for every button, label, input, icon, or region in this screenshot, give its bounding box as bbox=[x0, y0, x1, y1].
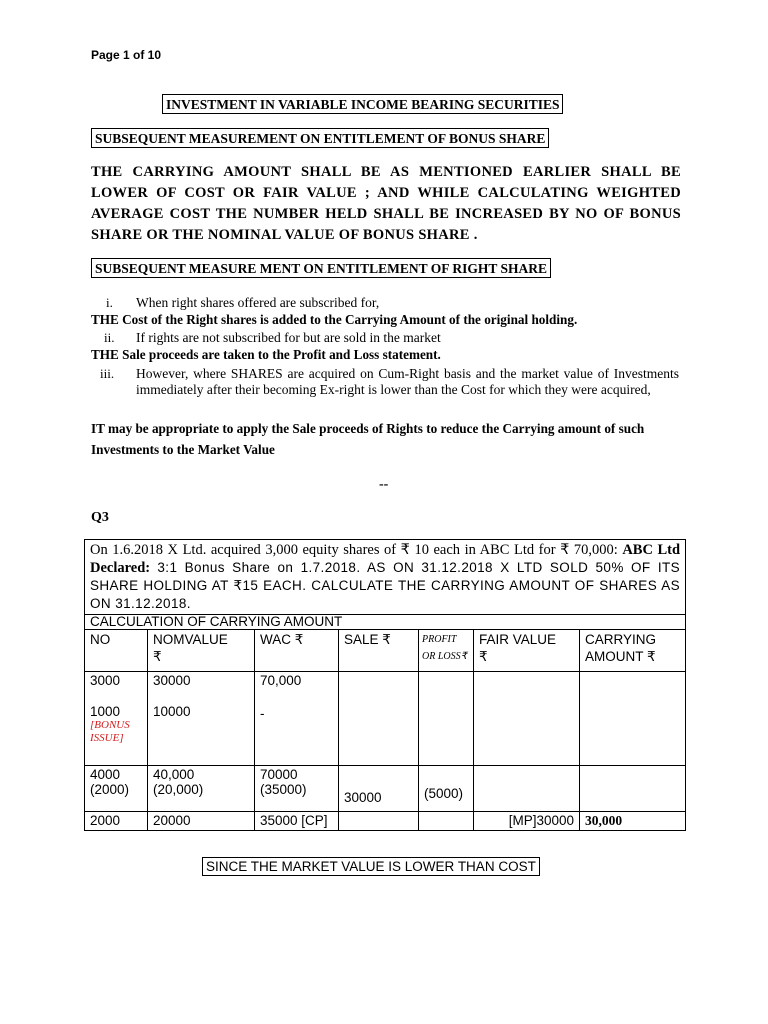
bonus-issue-note: [BONUS ISSUE] bbox=[90, 719, 130, 744]
table-cell bbox=[339, 812, 419, 831]
header-carrying: CARRYING AMOUNT ₹ bbox=[580, 630, 686, 672]
table-cell: 30000 10000 bbox=[148, 672, 255, 766]
table-cell bbox=[580, 766, 686, 812]
list-number: ii. bbox=[104, 330, 115, 345]
rupee-icon: ₹ bbox=[647, 649, 656, 664]
rupee-icon: ₹ bbox=[233, 578, 243, 593]
rupee-icon: ₹ bbox=[460, 651, 467, 662]
bonus-paragraph: THE CARRYING AMOUNT SHALL BE AS MENTIONED EARLIER SHALL BE LOWER OF COST OR FAIR VALUE ; AND WHILE CALCULATING WEIGHTED AVERAGE COST THE NUMBER HELD SHALL BE INCREASED BY NO OF BONUS SHARE OR THE NOMINAL VALUE OF BONUS SHARE . bbox=[91, 164, 681, 243]
header-wac: WAC ₹ bbox=[255, 630, 339, 672]
list-item: If rights are not subscribed for but are sold in the market bbox=[136, 330, 441, 345]
header-fair-value: FAIR VALUE ₹ bbox=[474, 630, 580, 672]
table-cell bbox=[419, 812, 474, 831]
list-item: However, where SHARES are acquired on Cum-Right basis and the market value of Investments immediately after their becoming Ex-right is lower than the Cost for which they were acquired, bbox=[136, 366, 679, 397]
header-no: NO bbox=[85, 630, 148, 672]
calculation-table bbox=[84, 539, 686, 831]
header-profit: PROFIT OR LOSS₹ bbox=[419, 630, 474, 672]
list-number: i. bbox=[106, 295, 113, 310]
rupee-icon: ₹ bbox=[400, 542, 410, 558]
table-cell: 2000 bbox=[85, 812, 148, 831]
table-cell bbox=[474, 766, 580, 812]
table-cell: (5000) bbox=[419, 766, 474, 812]
conclusion-text: IT may be appropriate to apply the Sale proceeds of Rights to reduce the Carrying amount of such Investments to the Market Value bbox=[91, 421, 645, 457]
list-number: iii. bbox=[100, 366, 115, 381]
table-cell: 4000 (2000) bbox=[85, 766, 148, 812]
rupee-icon: ₹ bbox=[382, 632, 391, 647]
carrying-amount-result: 30,000 bbox=[580, 812, 686, 831]
table-cell: 30000 bbox=[339, 766, 419, 812]
page-number: Page 1 of 10 bbox=[91, 48, 162, 62]
question-cell: On 1.6.2018 X Ltd. acquired 3,000 equity shares of ₹ 10 each in ABC Ltd for ₹ 70,000: ABC Ltd Declared: 3:1 Bonus Share on 1.7.2018. AS ON 31.12.2018 X LTD SOLD 50% OF ITS SHARE HOLDING AT ₹15 EACH. CALCULATE THE CARRYING AMOUNT OF SHARES AS ON 31.12.2018. bbox=[85, 540, 686, 615]
table-cell bbox=[339, 672, 419, 766]
right-heading: SUBSEQUENT MEASURE MENT ON ENTITLEMENT OF RIGHT SHARE bbox=[91, 258, 551, 278]
table-cell bbox=[580, 672, 686, 766]
list-bold-line: THE Sale proceeds are taken to the Profit and Loss statement. bbox=[91, 347, 441, 362]
table-cell: 40,000 (20,000) bbox=[148, 766, 255, 812]
rupee-icon: ₹ bbox=[153, 649, 162, 664]
list-bold-line: THE Cost of the Right shares is added to the Carrying Amount of the original holding. bbox=[91, 312, 578, 327]
bonus-heading: SUBSEQUENT MEASUREMENT ON ENTITLEMENT OF BONUS SHARE bbox=[91, 128, 549, 148]
main-heading: INVESTMENT IN VARIABLE INCOME BEARING SECURITIES bbox=[162, 94, 563, 114]
header-sale: SALE ₹ bbox=[339, 630, 419, 672]
rupee-icon: ₹ bbox=[560, 542, 570, 558]
table-cell bbox=[474, 672, 580, 766]
table-cell bbox=[419, 672, 474, 766]
table-caption: CALCULATION OF CARRYING AMOUNT bbox=[85, 615, 686, 630]
question-label: Q3 bbox=[91, 510, 109, 525]
table-cell: 20000 bbox=[148, 812, 255, 831]
table-cell: 70000 (35000) bbox=[255, 766, 339, 812]
rupee-icon: ₹ bbox=[294, 632, 304, 647]
rupee-icon: ₹ bbox=[479, 649, 488, 664]
list-item: When right shares offered are subscribed for, bbox=[136, 295, 380, 310]
table-cell: 3000 1000 [BONUS ISSUE] bbox=[85, 672, 148, 766]
separator: -- bbox=[379, 477, 389, 492]
table-cell: [MP]30000 bbox=[474, 812, 580, 831]
table-cell: 70,000 - bbox=[255, 672, 339, 766]
footer-note: SINCE THE MARKET VALUE IS LOWER THAN COST bbox=[202, 857, 540, 876]
table-cell: 35000 [CP] bbox=[255, 812, 339, 831]
header-nomvalue: NOMVALUE ₹ bbox=[148, 630, 255, 672]
